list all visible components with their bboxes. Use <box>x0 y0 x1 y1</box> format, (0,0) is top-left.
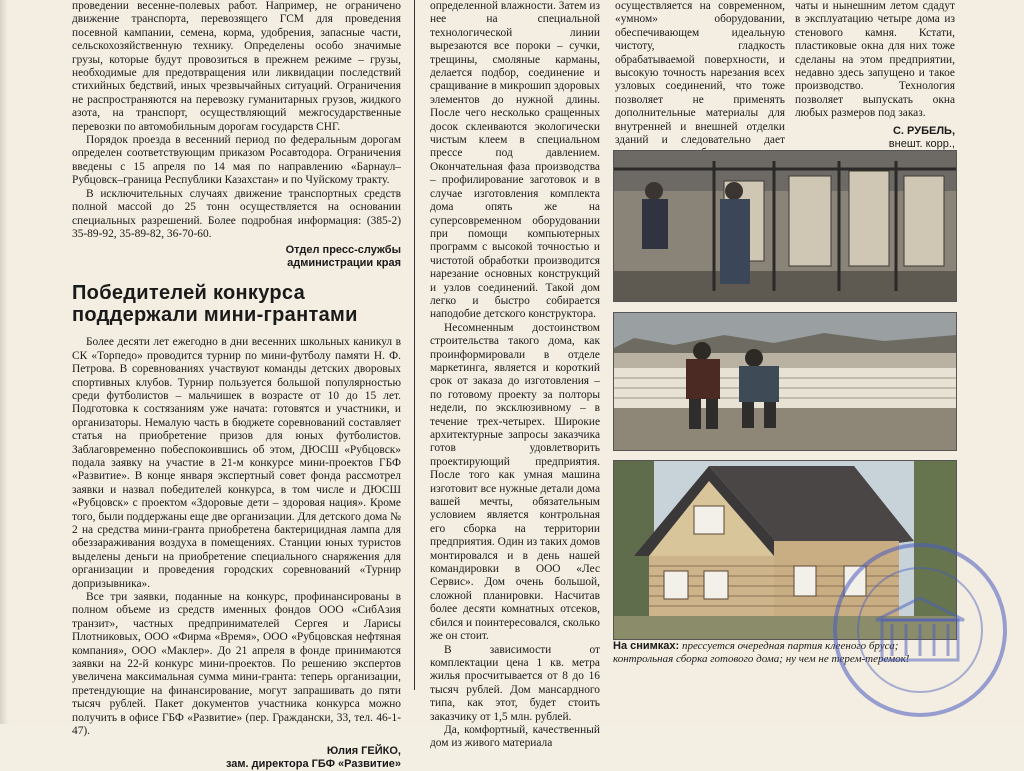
stamp-seal <box>820 520 1020 720</box>
paragraph: В исключительных случаях движение транспортных средств полной массой до 25 тонн осуществляется на основании специальных разрешений. Более подробная информация: (385-2) 35-89-92, 35-89-82, 36-70-60. <box>72 187 401 240</box>
byline-line: зам. директора ГБФ «Развитие» <box>225 757 401 770</box>
photo-glulam-press <box>613 150 957 302</box>
photo-control-assembly <box>613 312 957 451</box>
paragraph: Несомненным достоинством строительства такого дома, как проинформировали в отделе маркетинга, является и короткий срок от заказа до изготовления – по готовому проекту за полторы недели, по эксклюзивному – в течение трех-четырех. Широкие архитектурные запросы заказчика готов удовлетворить проектирующий предприятия. После того как умная машина изготовит все нужные детали дома вашей мечты, обязательным условием является контрольная его сборка на территории предприятия. Один из таких домов монтировался и в день нашей командировки в ООО «Лес Сервис». Дом очень большой, сложной планировки. Насчитав более десяти комнатных отсеков, сбился и поинтересовался, сколько же он стоит. <box>430 321 600 643</box>
paragraph: осуществляется на современном, «умном» оборудовании, обеспечивающем идеальную чистоту, гладкость обрабатываемой поверхности, и высокую точность нарезания всех узловых соединений, что тоже позволяет не применять дополнительные материалы для внутренней и внешней отделки зданий и следовательно дает <box>615 0 785 147</box>
headline-line: Победителей конкурса <box>72 282 306 305</box>
paragraph: чаты и нынешним летом сдадут в эксплуатацию четыре дома из стенового камня. Кстати, пластиковые окна для них тоже сделаны на этом предприятии, недавно здесь запущено и такое производство. Технология позволяет выпускать окна любых размеров под заказ. <box>795 0 955 120</box>
byline-line: внешт. корр., <box>888 137 955 150</box>
column-3 <box>615 0 785 174</box>
paragraph: Все три заявки, поданные на конкурс, профинансированы в полном объеме из средств именных фондов ООО «СибАзия транзит», частных предпринимателей Сергея и Ларисы Плотниковых, ООО «Фирма «Время», ООО «Рубцовская нефтяная компания», ООО «Маклер». До 21 апреля в фонде принимаются заявки на 22-й конкурс мини-проектов. По решению экспертов увеличена максимальная сумма мини-гранта: теперь организации, претендующие на финансирование, могут запрашивать до пяти тысяч рублей. Пакет документов участника конкурса можно получить в офисе ГБФ «Развитие» (пер. Граждански, 33, тел. 46-1-47). <box>72 591 401 738</box>
paragraph: определенной влажности. Затем из нее на специальной технологической линии вырезаются все пороки – сучки, трещины, смоляные карманы, делается подбор, соединение и сращивание в микрошип здоровых элементов до нужной длины. После чего несколько сращенных досок склеиваются экологически чистым клеем в специальном прессе под давлением. Окончательная фаза производства – профилирование заготовок и в случае изготовления комплекта дома опять же на суперсовременном оборудовании при помощи компьютерных программ с высокой точностью и чистотой обработки производится нарезание основных конструкций и узлов соединений. Такой дом легко и быстро собирается наподобие детского конструктора. <box>430 0 600 321</box>
column-1 <box>72 0 401 771</box>
headline-line: поддержали мини-грантами <box>72 304 358 327</box>
paragraph: Порядок проезда в весенний период по федеральным дорогам определен соответствующим приказом Росавтодора. Ограничения введены с 15 апреля по 14 мая по направлению «Барнаул–Рубцовск–граница Республики Казахстан» и по Чуйскому тракту. <box>72 134 401 187</box>
paragraph: Да, комфортный, качественный дом из живого материала <box>430 723 600 750</box>
photo-image <box>614 151 956 301</box>
caption-text: прессуется очередная партия клееного бруса; контрольная сборка готового дома; ну чем не терем-теремок! <box>613 640 910 665</box>
column-2 <box>430 0 600 751</box>
paragraph: Более десяти лет ежегодно в дни весенних школьных каникул в СК «Торпедо» проводится турнир по мини-футболу памяти Н. Ф. Петрова. В соревнованиях участвуют команды детских дворовых спортивных клубов. Турнир пользуется большой популярностью среди футболистов – мальчишек в возрасте от 10 до 15 лет. Подготовка к состязаниям уже начата: готовятся и участники, и организаторы. Немалую часть в бюджете соревнований составляет статья на приобретение призов для юных футболистов. Заблаговременно побеспокоившись об этом, ДЮСШ «Рубцовск» подала заявку на участие в 21-м конкурсе мини-проектов ГБФ «Развитие». В конце января экспертный совет фонда рассмотрел заявки и назвал победителей конкурса, в том числе и ДЮСШ «Рубцовск» с проектом «Здоровые дети – здоровая нация». Кроме того, были поддержаны еще две организации. Для детского дома № 2 на средства мини-гранта приобретена бактерицидная лампа для обеззараживания воздуха в помещениях. Станции юных туристов выделены деньги на приобретение специального снаряжения для организации и проведения городских соревнований «Турнир допризывника». <box>72 336 401 590</box>
column-4 <box>795 0 955 164</box>
byline-line: С. РУБЕЛЬ, <box>892 124 955 137</box>
byline <box>72 244 401 270</box>
paragraph: В зависимости от комплектации цена 1 кв. метра жилья просчитывается от 8 до 16 тысяч рублей. Дом мансардного типа, как этот, будет стоить заказчику от 1,5 млн. рублей. <box>430 643 600 723</box>
library-stamp <box>820 520 1020 720</box>
page-edge-shadow <box>0 0 8 724</box>
article-headline <box>72 282 401 326</box>
byline <box>72 745 401 771</box>
column-divider <box>414 0 415 690</box>
photo-image <box>614 313 956 450</box>
paragraph: проведении весенне-полевых работ. Например, не ограничено движение транспорта, перевозящего ГСМ для проведения посевной кампании, семена, корма, удобрения, запасные части, сельскохозяйственную технику. Определены особо значимые грузы, которые будут провозиться в прежнем режиме – грузы, необходимые для предотвращения или ликвидации последствий стихийных бедствий, иных чрезвычайных ситуаций. Ограничения не распространяются на перевозку гуманитарных грузов, жидкого азота, на транспорт, осуществляющий межгосударственные перевозки по автомобильным дорогам государств СНГ. <box>72 0 401 133</box>
byline-line: Отдел пресс-службы <box>285 244 401 257</box>
byline-line: Юлия ГЕЙКО, <box>326 744 401 757</box>
byline-line: администрации края <box>287 257 401 270</box>
caption-label: На снимках: <box>613 640 680 652</box>
